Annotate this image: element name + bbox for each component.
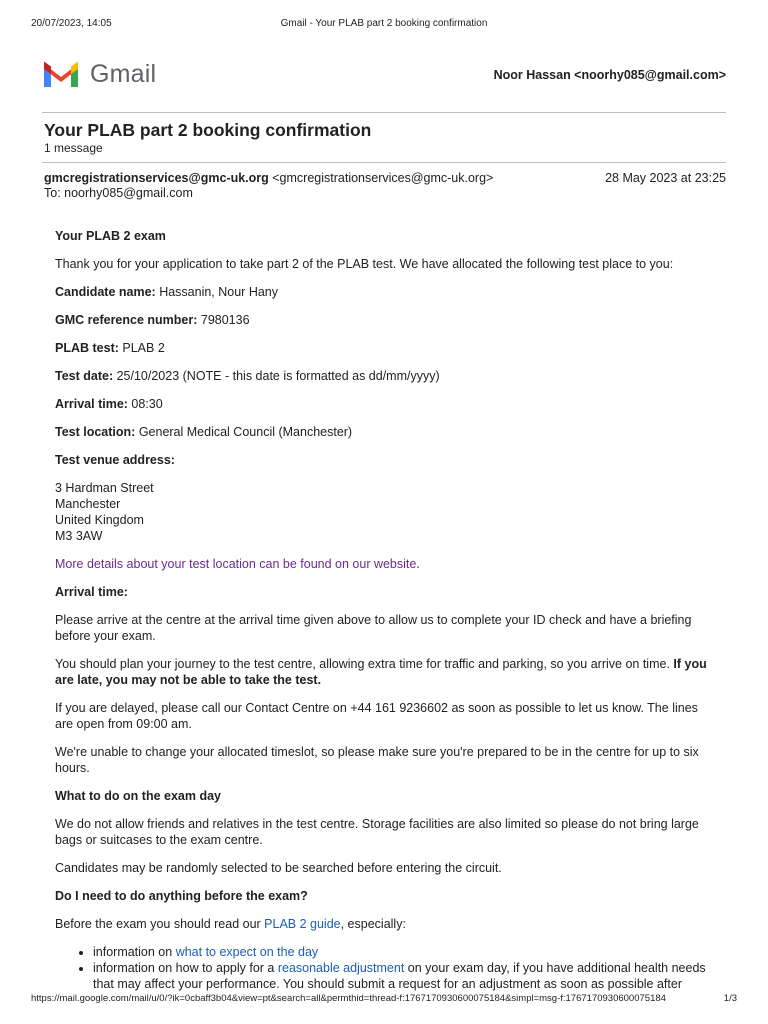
- gmc-number-label: GMC reference number:: [55, 313, 198, 327]
- plab-test-label: PLAB test:: [55, 341, 119, 355]
- bullet-tail: on your exam day, if you have additional health needs that may affect your performance. You should submit a request for an adjustment as soon as possible after: [93, 961, 706, 991]
- venue-address: [55, 480, 717, 544]
- arrival-time-value: 08:30: [127, 397, 163, 411]
- test-location-link[interactable]: More details about your test location can be found on our website: [55, 557, 417, 571]
- test-date-label: Test date:: [55, 369, 114, 383]
- address-line: M3 3AW: [55, 529, 103, 543]
- list-item: [93, 944, 717, 960]
- sender-email: <gmcregistrationservices@gmc-uk.org>: [272, 171, 494, 185]
- candidate-name-value: Hassanin, Nour Hany: [155, 285, 278, 299]
- recipient-line: To: noorhy085@gmail.com: [44, 186, 193, 200]
- details-paragraph: [55, 556, 717, 572]
- plab-test-row: [55, 340, 717, 356]
- candidate-name-label: Candidate name:: [55, 285, 156, 299]
- address-line: 3 Hardman Street: [55, 481, 154, 495]
- address-line: Manchester: [55, 497, 121, 511]
- plab-test-value: PLAB 2: [118, 341, 165, 355]
- guide-list: [55, 944, 717, 992]
- before-pre: Before the exam you should read our: [55, 917, 265, 931]
- print-url: https://mail.google.com/mail/u/0/?ik=0cbaff3b04&view=pt&search=all&permthid=thread-f:1767170930600075184&simpl=msg-f:1767170930600075184: [31, 993, 666, 1004]
- arrival-time-label: Arrival time:: [55, 397, 128, 411]
- subject-divider: [42, 162, 726, 163]
- gmail-m-icon: [42, 60, 80, 89]
- email-intro: Thank you for your application to take part 2 of the PLAB test. We have allocated the following test place to you:: [55, 257, 674, 271]
- venue-address-heading: Test venue address:: [55, 453, 175, 467]
- before-exam-heading: Do I need to do anything before the exam?: [55, 889, 308, 903]
- gmail-logo[interactable]: [42, 56, 156, 92]
- test-date-row: [55, 368, 717, 384]
- header-divider: [42, 112, 726, 113]
- thread-subject: Your PLAB part 2 booking confirmation: [44, 120, 372, 140]
- arrival-paragraph-1: Please arrive at the centre at the arrival time given above to allow us to complete your ID check and have a briefing before your exam.: [55, 613, 692, 643]
- candidate-name-row: [55, 284, 717, 300]
- print-page-number: 1/3: [723, 993, 737, 1004]
- list-item: [93, 960, 717, 992]
- address-line: United Kingdom: [55, 513, 144, 527]
- reasonable-adjustment-link[interactable]: reasonable adjustment: [277, 961, 405, 975]
- bullet-text: information on: [93, 945, 176, 959]
- gmc-number-value: 7980136: [197, 313, 250, 327]
- bullet-text: information on how to apply for a: [93, 961, 278, 975]
- gmail-wordmark: Gmail: [90, 59, 157, 88]
- print-datetime: 20/07/2023, 14:05: [31, 18, 112, 29]
- test-location-label: Test location:: [55, 425, 136, 439]
- gmc-number-row: [55, 312, 717, 328]
- test-location-value: General Medical Council (Manchester): [135, 425, 353, 439]
- sender-line: [44, 171, 493, 185]
- email-heading: Your PLAB 2 exam: [55, 229, 166, 243]
- message-date: 28 May 2023 at 23:25: [605, 171, 726, 185]
- arrival-p2-text: You should plan your journey to the test centre, allowing extra time for traffic and parking, so you arrive on time.: [55, 657, 674, 671]
- message-count: 1 message: [44, 141, 103, 155]
- arrival-paragraph-2: [55, 656, 717, 688]
- account-label: Noor Hassan <noorhy085@gmail.com>: [493, 68, 726, 82]
- before-exam-paragraph: [55, 916, 717, 932]
- details-tail: .: [416, 557, 420, 571]
- late-warning: If you are late, you may not be able to take the test.: [55, 657, 707, 687]
- arrival-paragraph-3: If you are delayed, please call our Contact Centre on +44 161 9236602 as soon as possible to let us know. The lines are open from 09:00 am.: [55, 701, 698, 731]
- sender-name: gmcregistrationservices@gmc-uk.org: [44, 171, 269, 185]
- email-body: [55, 228, 717, 992]
- print-header: [0, 18, 768, 32]
- exam-day-heading: What to do on the exam day: [55, 789, 221, 803]
- arrival-time-row: [55, 396, 717, 412]
- before-post: , especially:: [340, 917, 406, 931]
- plab2-guide-link[interactable]: PLAB 2 guide: [264, 917, 341, 931]
- test-location-row: [55, 424, 717, 440]
- test-date-value: 25/10/2023 (NOTE - this date is formatted as dd/mm/yyyy): [113, 369, 440, 383]
- arrival-heading: Arrival time:: [55, 585, 128, 599]
- arrival-paragraph-4: We're unable to change your allocated timeslot, so please make sure you're prepared to be in the centre for up to six hours.: [55, 745, 699, 775]
- exam-day-paragraph-1: We do not allow friends and relatives in the test centre. Storage facilities are also limited so please do not bring large bags or suitcases to the exam centre.: [55, 817, 699, 847]
- what-to-expect-link[interactable]: what to expect on the day: [175, 945, 319, 959]
- exam-day-paragraph-2: Candidates may be randomly selected to be searched before entering the circuit.: [55, 861, 502, 875]
- print-page-title: Gmail - Your PLAB part 2 booking confirmation: [280, 18, 488, 29]
